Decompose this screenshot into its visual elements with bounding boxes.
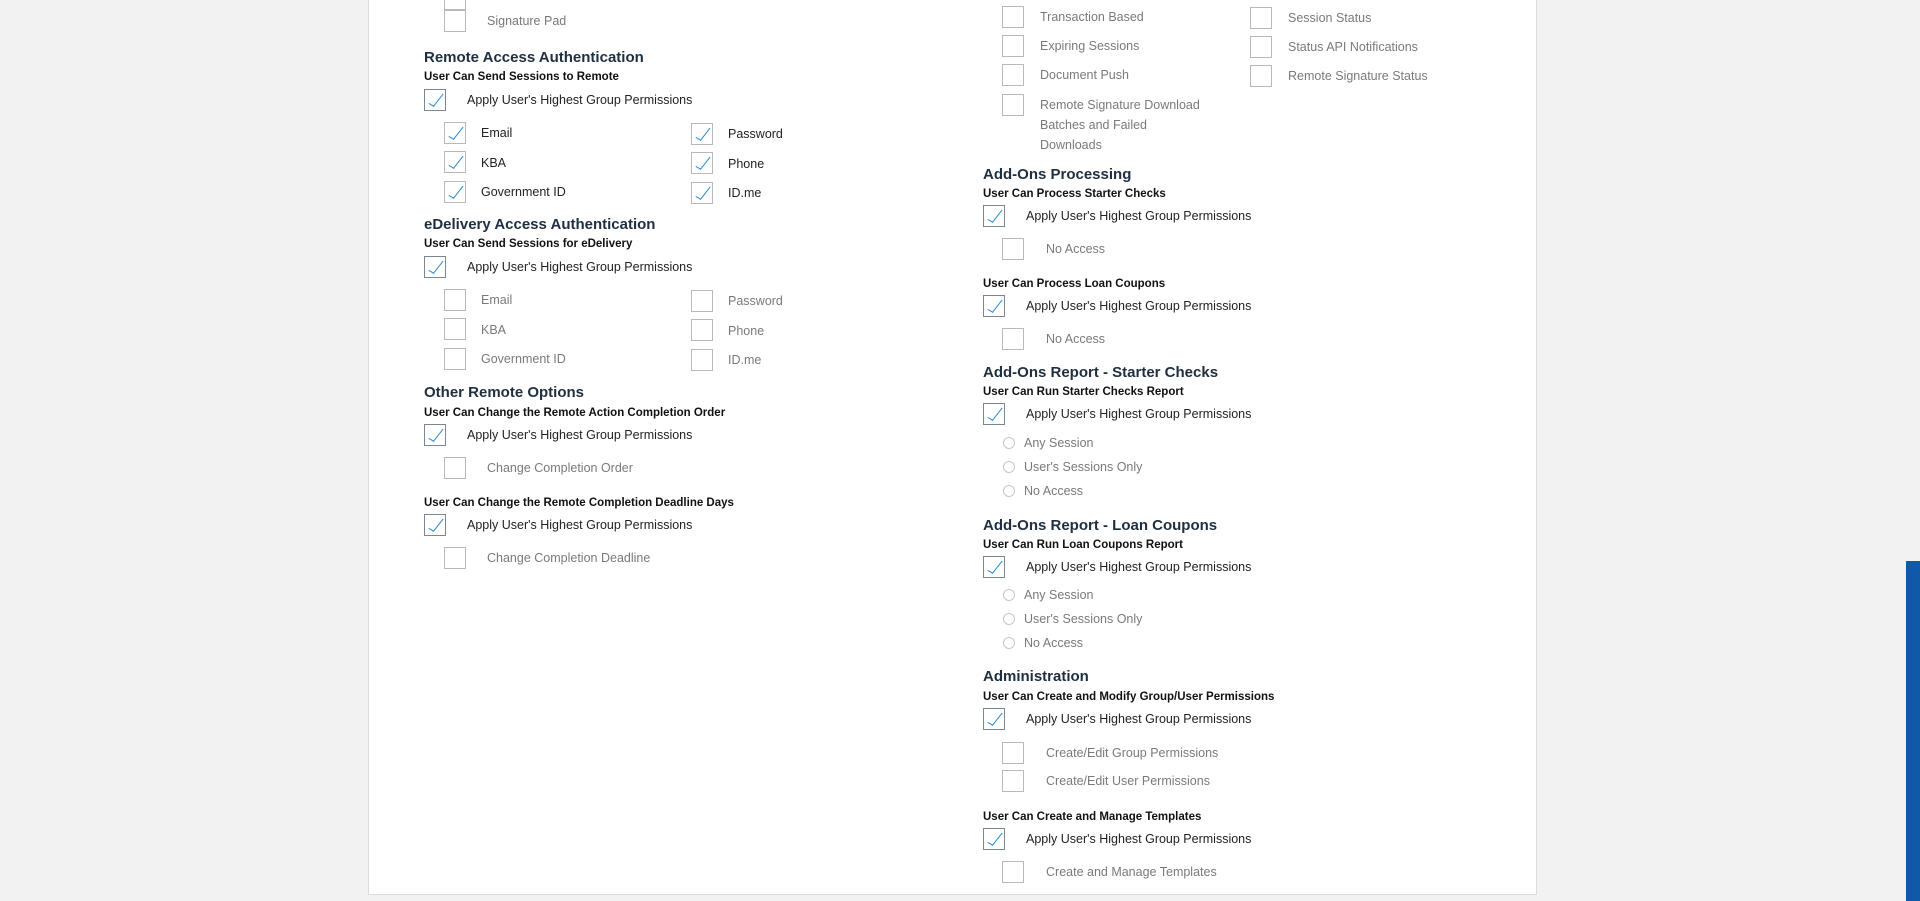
process-loan-coupons-subtitle: User Can Process Loan Coupons — [983, 278, 1166, 290]
completion-deadline-subtitle: User Can Change the Remote Completion Deadline Days — [424, 497, 734, 509]
report-starter-apply-label: Apply User's Highest Group Permissions — [1026, 407, 1252, 421]
create-edit-group-permissions-checkbox[interactable] — [1002, 742, 1024, 764]
report-starter-any-session-radio[interactable] — [1003, 437, 1015, 449]
addons-processing-title: Add-Ons Processing — [983, 166, 1132, 183]
remote-idme-label: ID.me — [728, 186, 762, 200]
edelivery-apply-checkbox[interactable] — [424, 256, 446, 278]
report-loan-no-access-label: No Access — [1024, 636, 1084, 650]
edelivery-password-label: Password — [728, 294, 783, 308]
remote-password-checkbox[interactable] — [691, 123, 713, 145]
starter-checks-no-access-checkbox[interactable] — [1002, 238, 1024, 260]
edelivery-kba-checkbox[interactable] — [444, 318, 466, 340]
report-starter-no-access-label: No Access — [1024, 484, 1084, 498]
create-manage-templates-label: Create and Manage Templates — [1046, 865, 1217, 879]
edelivery-phone-checkbox[interactable] — [691, 319, 713, 341]
edelivery-phone-label: Phone — [728, 324, 765, 338]
edelivery-password-checkbox[interactable] — [691, 290, 713, 312]
manage-templates-subtitle: User Can Create and Manage Templates — [983, 811, 1202, 823]
signature-pad-checkbox[interactable] — [444, 10, 466, 32]
edelivery-apply-label: Apply User's Highest Group Permissions — [467, 260, 693, 274]
remote-apply-checkbox[interactable] — [424, 89, 446, 111]
report-starter-users-sessions-label: User's Sessions Only — [1024, 460, 1143, 474]
remote-government-id-label: Government ID — [481, 185, 566, 199]
starter-checks-apply-label: Apply User's Highest Group Permissions — [1026, 209, 1252, 223]
remote-phone-checkbox[interactable] — [691, 152, 713, 174]
session-status-checkbox[interactable] — [1250, 7, 1272, 29]
remote-password-label: Password — [728, 127, 783, 141]
modify-permissions-apply-label: Apply User's Highest Group Permissions — [1026, 712, 1252, 726]
remote-signature-download-label: Remote Signature Download Batches and Failed Downloads — [1040, 98, 1200, 152]
remote-idme-checkbox[interactable] — [691, 182, 713, 204]
change-completion-order-label: Change Completion Order — [487, 461, 633, 475]
other-remote-options-title: Other Remote Options — [424, 384, 585, 401]
report-starter-any-session-label: Any Session — [1024, 436, 1094, 450]
starter-checks-apply-checkbox[interactable] — [983, 205, 1005, 227]
remote-send-subtitle: User Can Send Sessions to Remote — [424, 71, 619, 83]
change-completion-deadline-label: Change Completion Deadline — [487, 551, 651, 565]
administration-title: Administration — [983, 668, 1089, 685]
manage-templates-apply-checkbox[interactable] — [983, 828, 1005, 850]
remote-kba-checkbox[interactable] — [444, 151, 466, 173]
completion-order-subtitle: User Can Change the Remote Action Completion Order — [424, 407, 726, 419]
loan-coupons-apply-label: Apply User's Highest Group Permissions — [1026, 299, 1252, 313]
starter-checks-no-access-label: No Access — [1046, 242, 1106, 256]
report-starter-checks-title: Add-Ons Report - Starter Checks — [983, 364, 1219, 381]
remote-signature-status-label: Remote Signature Status — [1288, 69, 1428, 83]
transaction-based-checkbox[interactable] — [1002, 6, 1024, 28]
report-loan-coupons-subtitle: User Can Run Loan Coupons Report — [983, 539, 1183, 551]
report-loan-apply-checkbox[interactable] — [983, 556, 1005, 578]
permissions-panel — [368, 0, 1537, 895]
completion-deadline-apply-checkbox[interactable] — [424, 514, 446, 536]
edelivery-government-id-checkbox[interactable] — [444, 348, 466, 370]
edelivery-idme-label: ID.me — [728, 353, 762, 367]
report-loan-apply-label: Apply User's Highest Group Permissions — [1026, 560, 1252, 574]
report-loan-any-session-label: Any Session — [1024, 588, 1094, 602]
document-push-checkbox[interactable] — [1002, 64, 1024, 86]
checkbox-above[interactable] — [444, 0, 466, 10]
loan-coupons-no-access-checkbox[interactable] — [1002, 328, 1024, 350]
status-api-notifications-checkbox[interactable] — [1250, 36, 1272, 58]
edelivery-email-checkbox[interactable] — [444, 289, 466, 311]
edelivery-government-id-label: Government ID — [481, 352, 566, 366]
create-edit-user-permissions-label: Create/Edit User Permissions — [1046, 774, 1210, 788]
remote-signature-status-checkbox[interactable] — [1250, 65, 1272, 87]
report-starter-apply-checkbox[interactable] — [983, 403, 1005, 425]
modify-permissions-subtitle: User Can Create and Modify Group/User Permissions — [983, 691, 1275, 703]
edelivery-send-subtitle: User Can Send Sessions for eDelivery — [424, 238, 633, 250]
completion-deadline-apply-label: Apply User's Highest Group Permissions — [467, 518, 693, 532]
change-completion-deadline-checkbox[interactable] — [444, 547, 466, 569]
create-edit-user-permissions-checkbox[interactable] — [1002, 770, 1024, 792]
report-loan-users-sessions-label: User's Sessions Only — [1024, 612, 1143, 626]
loan-coupons-no-access-label: No Access — [1046, 332, 1106, 346]
remote-government-id-checkbox[interactable] — [444, 181, 466, 203]
transaction-based-label: Transaction Based — [1040, 10, 1144, 24]
edelivery-kba-label: KBA — [481, 323, 507, 337]
change-completion-order-checkbox[interactable] — [444, 457, 466, 479]
remote-access-title: Remote Access Authentication — [424, 49, 644, 66]
expiring-sessions-checkbox[interactable] — [1002, 35, 1024, 57]
remote-email-label: Email — [481, 126, 513, 140]
report-loan-no-access-radio[interactable] — [1003, 637, 1015, 649]
edelivery-access-title: eDelivery Access Authentication — [424, 216, 656, 233]
completion-order-apply-checkbox[interactable] — [424, 424, 446, 446]
document-push-label: Document Push — [1040, 68, 1129, 82]
edelivery-email-label: Email — [481, 293, 513, 307]
process-starter-checks-subtitle: User Can Process Starter Checks — [983, 188, 1166, 200]
loan-coupons-apply-checkbox[interactable] — [983, 295, 1005, 317]
remote-phone-label: Phone — [728, 157, 765, 171]
create-edit-group-permissions-label: Create/Edit Group Permissions — [1046, 746, 1219, 760]
status-api-notifications-label: Status API Notifications — [1288, 40, 1418, 54]
report-loan-coupons-title: Add-Ons Report - Loan Coupons — [983, 517, 1218, 534]
scrollbar-thumb[interactable] — [1906, 561, 1920, 901]
signature-pad-label: Signature Pad — [487, 14, 567, 28]
manage-templates-apply-label: Apply User's Highest Group Permissions — [1026, 832, 1252, 846]
remote-apply-label: Apply User's Highest Group Permissions — [467, 93, 693, 107]
report-loan-any-session-radio[interactable] — [1003, 589, 1015, 601]
session-status-label: Session Status — [1288, 11, 1372, 25]
edelivery-idme-checkbox[interactable] — [691, 349, 713, 371]
remote-signature-download-checkbox[interactable] — [1002, 94, 1024, 116]
modify-permissions-apply-checkbox[interactable] — [983, 708, 1005, 730]
report-loan-users-sessions-radio[interactable] — [1003, 613, 1015, 625]
create-manage-templates-checkbox[interactable] — [1002, 861, 1024, 883]
expiring-sessions-label: Expiring Sessions — [1040, 39, 1140, 53]
report-starter-no-access-radio[interactable] — [1003, 485, 1015, 497]
remote-kba-label: KBA — [481, 156, 507, 170]
report-starter-checks-subtitle: User Can Run Starter Checks Report — [983, 386, 1184, 398]
remote-email-checkbox[interactable] — [444, 122, 466, 144]
report-starter-users-sessions-radio[interactable] — [1003, 461, 1015, 473]
completion-order-apply-label: Apply User's Highest Group Permissions — [467, 428, 693, 442]
